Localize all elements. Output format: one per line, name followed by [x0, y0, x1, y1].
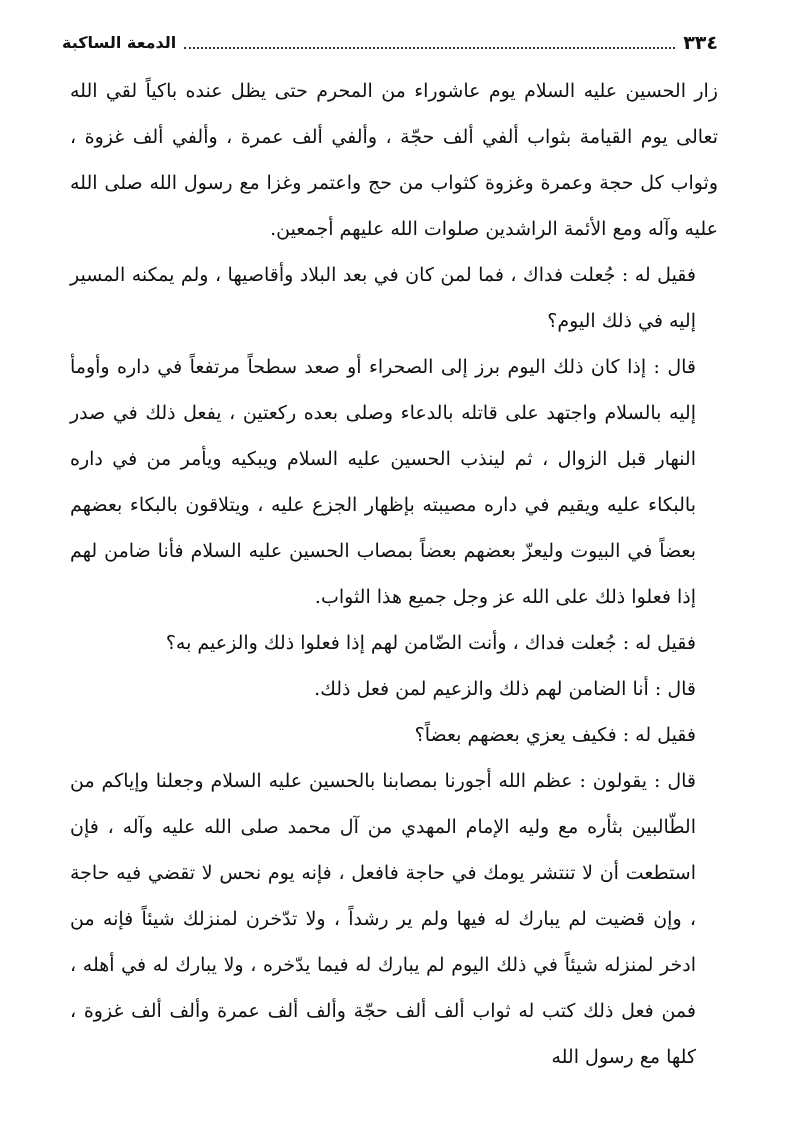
paragraph: قال : إذا كان ذلك اليوم برز إلى الصحراء أو صعد سطحاً مرتفعاً في داره وأومأ إليه بالسلام واجتهد على قاتله بالدعاء وصلى بعده ركعتين ، يفعل ذلك في صدر النهار قبل الزوال ، ثم لينذب الحسين عليه السلام ويبكيه ويأمر من في داره بالبكاء عليه ويقيم في داره مصيبته بإظهار الجزع عليه ، ويتلاقون بالبكاء بعضهم بعضاً في البيوت وليعزّ بعضهم بعضاً بمصاب الحسين عليه السلام فأنا ضامن لهم إذا فعلوا ذلك على الله عز وجل جميع هذا الثواب. [70, 356, 696, 608]
body-text [70, 68, 718, 1080]
page-number: ٣٣٤ [683, 32, 718, 54]
paragraph: فقيل له : فكيف يعزي بعضهم بعضاً؟ [414, 724, 696, 746]
page-header [62, 28, 718, 54]
paragraph: زار الحسين عليه السلام يوم عاشوراء من المحرم حتى يظل عنده باكياً لقي الله تعالى يوم القيامة بثواب ألفي ألف حجّة ، وألفي ألف عمرة ، وألفي ألف غزوة ، وثواب كل حجة وعمرة وغزوة كثواب من حج واعتمر وغزا مع رسول الله صلى الله عليه وآله ومع الأئمة الراشدين صلوات الله عليهم أجمعين. [70, 80, 718, 240]
paragraph: فقيل له : جُعلت فداك ، وأنت الضّامن لهم إذا فعلوا ذلك والزعيم به؟ [165, 632, 696, 654]
running-title: الدمعة الساكبة [62, 33, 177, 52]
paragraph: قال : أنا الضامن لهم ذلك والزعيم لمن فعل ذلك. [314, 678, 696, 700]
paragraph: فقيل له : جُعلت فداك ، فما لمن كان في بعد البلاد وأقاصيها ، ولم يمكنه المسير إليه في ذلك اليوم؟ [70, 264, 696, 332]
paragraph: قال : يقولون : عظم الله أجورنا بمصابنا بالحسين عليه السلام وجعلنا وإياكم من الطّالبين بثأره مع وليه الإمام المهدي من آل محمد صلى الله عليه وآله ، فإن استطعت أن لا تنتشر يومك في حاجة فافعل ، فإنه يوم نحس لا تقضي فيه حاجة ، وإن قضيت لم يبارك له فيها ولم ير رشداً ، ولا تدّخرن لمنزلك شيئاً فإنه من ادخر لمنزله شيئاً في ذلك اليوم لم يبارك له فيما يدّخره ، ولا يبارك له في أهله ، فمن فعل ذلك كتب له ثواب ألف ألف حجّة وألف ألف عمرة وألف ألف غزوة ، كلها مع رسول الله [70, 770, 697, 1068]
header-dotted-rule [184, 47, 675, 49]
